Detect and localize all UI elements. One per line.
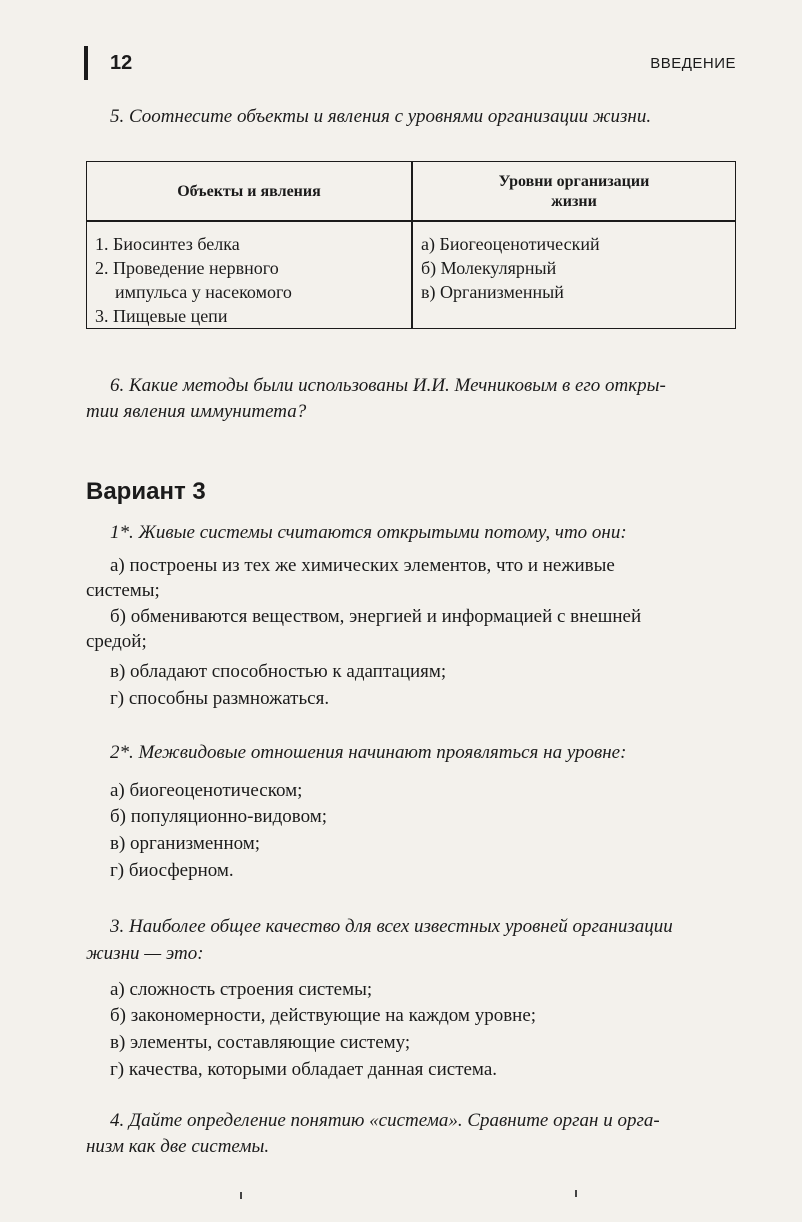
- variant-question-3-line1: 3. Наиболее общее качество для всех известных уровней организации: [110, 916, 673, 937]
- table-item: 2. Проведение нервного: [95, 258, 279, 278]
- answer-option: в) организменном;: [110, 833, 261, 854]
- answer-option: а) биогеоценотическом;: [110, 780, 303, 801]
- variant-question-3-line2: жизни — это:: [86, 943, 204, 964]
- answer-option-cont: средой;: [86, 631, 147, 652]
- table-header-levels: [413, 172, 735, 212]
- table-cell-levels: [421, 232, 731, 304]
- table-header-levels-line2: жизни: [551, 193, 597, 210]
- answer-option: а) построены из тех же химических элементов, что и неживые: [110, 555, 615, 576]
- table-item: а) Биогеоценотический: [421, 234, 600, 254]
- question-6-line2: тии явления иммунитета?: [86, 401, 307, 422]
- page-number: 12: [110, 52, 133, 74]
- answer-option: а) сложность строения системы;: [110, 979, 373, 1000]
- question-6-line1: 6. Какие методы были использованы И.И. Мечниковым в его откры-: [110, 375, 666, 396]
- matching-table: [86, 161, 736, 329]
- table-item: в) Организменный: [421, 282, 564, 302]
- table-item: импульса у насекомого: [115, 282, 292, 302]
- variant-question-4-line1: 4. Дайте определение понятию «система». Сравните орган и орга-: [110, 1110, 660, 1131]
- variant-question-4-line2: низм как две системы.: [86, 1136, 270, 1157]
- answer-option-cont: системы;: [86, 580, 160, 601]
- answer-option: г) качества, которыми обладает данная система.: [110, 1059, 498, 1080]
- answer-option: г) биосферном.: [110, 860, 234, 881]
- table-cell-objects: [95, 232, 405, 328]
- table-item: б) Молекулярный: [421, 258, 557, 278]
- variant-question-2: 2*. Межвидовые отношения начинают проявляться на уровне:: [110, 742, 627, 763]
- answer-option: б) обмениваются веществом, энергией и информацией с внешней: [110, 606, 642, 627]
- scan-speck: [575, 1190, 577, 1197]
- header-bar: [84, 46, 88, 80]
- answer-option: б) популяционно-видовом;: [110, 806, 328, 827]
- variant-question-1: 1*. Живые системы считаются открытыми потому, что они:: [110, 522, 627, 543]
- answer-option: в) обладают способностью к адаптациям;: [110, 661, 447, 682]
- table-header-divider: [87, 220, 735, 222]
- section-title: ВВЕДЕНИЕ: [650, 55, 736, 72]
- table-header-levels-line1: Уровни организации: [498, 173, 650, 190]
- table-item: 3. Пищевые цепи: [95, 306, 228, 326]
- answer-option: г) способны размножаться.: [110, 688, 330, 709]
- answer-option: б) закономерности, действующие на каждом уровне;: [110, 1005, 537, 1026]
- table-header-objects: Объекты и явления: [177, 183, 321, 200]
- question-5: 5. Соотнесите объекты и явления с уровнями организации жизни.: [110, 106, 652, 127]
- variant-heading: Вариант 3: [86, 478, 206, 505]
- scan-speck: [240, 1192, 242, 1199]
- answer-option: в) элементы, составляющие систему;: [110, 1032, 411, 1053]
- table-item: 1. Биосинтез белка: [95, 234, 240, 254]
